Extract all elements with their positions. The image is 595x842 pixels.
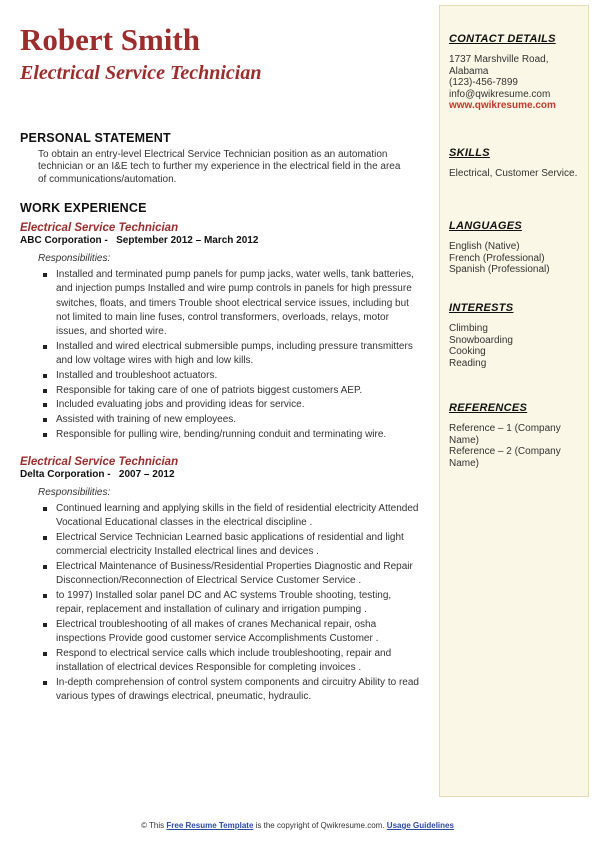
list-item: to 1997) Installed solar panel DC and AC systems Trouble shooting, testing, repair, replacement and installation of culinary and irrigation pumping . <box>56 589 420 617</box>
footer-copyright-text: is the copyright of Qwikresume.com. <box>255 821 385 830</box>
contact-section <box>449 33 584 112</box>
list-item: Electrical troubleshooting of all makes of cranes Mechanical repair, osha inspections Provide good customer service Accomplishments Customer . <box>56 618 420 646</box>
footer <box>0 821 595 830</box>
responsibilities-label: Responsibilities: <box>38 253 111 265</box>
contact-body <box>449 54 584 112</box>
responsibilities-list <box>56 502 420 704</box>
list-item: Responsible for taking care of one of patriots biggest customers AEP. <box>56 384 420 398</box>
candidate-name: Robert Smith <box>20 22 200 57</box>
interests-heading: INTERESTS <box>449 302 514 314</box>
list-item: Installed and troubleshoot actuators. <box>56 369 420 383</box>
list-item: Reading <box>449 357 487 369</box>
list-item: Respond to electrical service calls which include troubleshooting, repair and installation of electrical devices Responsible for completing invoices . <box>56 647 420 675</box>
list-item: Climbing <box>449 323 488 334</box>
list-item: Electrical Service Technician Learned basic applications of residential and light commercial electricity Installed electrical lines and devices . <box>56 531 420 559</box>
job-company: ABC Corporation - <box>20 235 108 247</box>
contact-address: 1737 Marshville Road, Alabama <box>449 54 549 77</box>
references-list <box>449 423 584 469</box>
free-resume-template-link[interactable]: Free Resume Template <box>166 821 254 830</box>
work-experience-heading: WORK EXPERIENCE <box>20 201 147 216</box>
references-heading: REFERENCES <box>449 402 528 414</box>
skills-text: Electrical, Customer Service. <box>449 168 578 179</box>
job-entry-1 <box>20 221 425 442</box>
job-company-dates <box>20 235 425 247</box>
main-column <box>20 22 425 705</box>
footer-prefix: © This <box>141 821 165 830</box>
contact-heading: CONTACT DETAILS <box>449 33 556 45</box>
job-dates: 2007 – 2012 <box>118 469 175 481</box>
interests-section <box>449 302 584 369</box>
list-item: In-depth comprehension of control system components and circuitry Ability to read various types of drawings electrical, pneumatic, hydraulic. <box>56 676 420 704</box>
list-item: Spanish (Professional) <box>449 264 550 276</box>
personal-statement-text: To obtain an entry-level Electrical Service Technician position as an automation technician or an I&E tech to further my experience in the electrical field in the area of communications/automation. <box>38 149 401 185</box>
list-item: Installed and terminated pump panels for pump jacks, water wells, tank batteries, and injection pumps Installed and wire pump controls in panels for high pressure switches, floats, and timers Trouble shoot electrical service issues, including but not limited to main line fuses, control transformers, overloads, relays, motor issues, and shorted wire. <box>56 268 420 339</box>
list-item: Continued learning and applying skills in the field of residential electricity Attended Vocational Educational classes in the electrical discipline . <box>56 502 420 530</box>
list-item: Responsible for pulling wire, bending/running conduit and terminating wire. <box>56 428 420 442</box>
list-item: Reference – 1 (Company Name) <box>449 423 561 446</box>
job-company: Delta Corporation - <box>20 469 111 481</box>
contact-phone: (123)-456-7899 <box>449 77 518 89</box>
skills-section <box>449 147 584 180</box>
job-title: Electrical Service Technician <box>20 456 179 469</box>
list-item: Snowboarding <box>449 334 513 346</box>
responsibilities-list <box>56 268 420 442</box>
list-item: Assisted with training of new employees. <box>56 413 420 427</box>
job-dates: September 2012 – March 2012 <box>116 235 259 247</box>
list-item: Included evaluating jobs and providing ideas for service. <box>56 398 420 412</box>
job-company-dates <box>20 469 425 481</box>
languages-list <box>449 241 584 276</box>
languages-heading: LANGUAGES <box>449 220 522 232</box>
list-item: English (Native) <box>449 241 520 252</box>
skills-heading: SKILLS <box>449 147 490 159</box>
personal-statement-heading: PERSONAL STATEMENT <box>20 131 171 145</box>
sidebar <box>439 5 589 797</box>
usage-guidelines-link[interactable]: Usage Guidelines <box>386 821 454 830</box>
responsibilities-label: Responsibilities: <box>38 487 111 499</box>
contact-email: info@qwikresume.com <box>449 88 551 100</box>
interests-list <box>449 323 584 369</box>
list-item: Electrical Maintenance of Business/Residential Properties Diagnostic and Repair Disconnection/Reconnection of Electrical Service Customer Service . <box>56 560 420 588</box>
contact-website-link[interactable]: www.qwikresume.com <box>449 100 556 112</box>
job-title: Electrical Service Technician <box>20 222 179 235</box>
job-entry-2 <box>20 455 425 704</box>
list-item: Installed and wired electrical submersible pumps, including pressure transmitters and low voltage wires with high and low kills. <box>56 340 420 368</box>
candidate-title: Electrical Service Technician <box>20 62 262 84</box>
list-item: Cooking <box>449 346 486 358</box>
list-item: French (Professional) <box>449 252 545 264</box>
list-item: Reference – 2 (Company Name) <box>449 446 561 469</box>
languages-section <box>449 220 584 276</box>
references-section <box>449 402 584 469</box>
